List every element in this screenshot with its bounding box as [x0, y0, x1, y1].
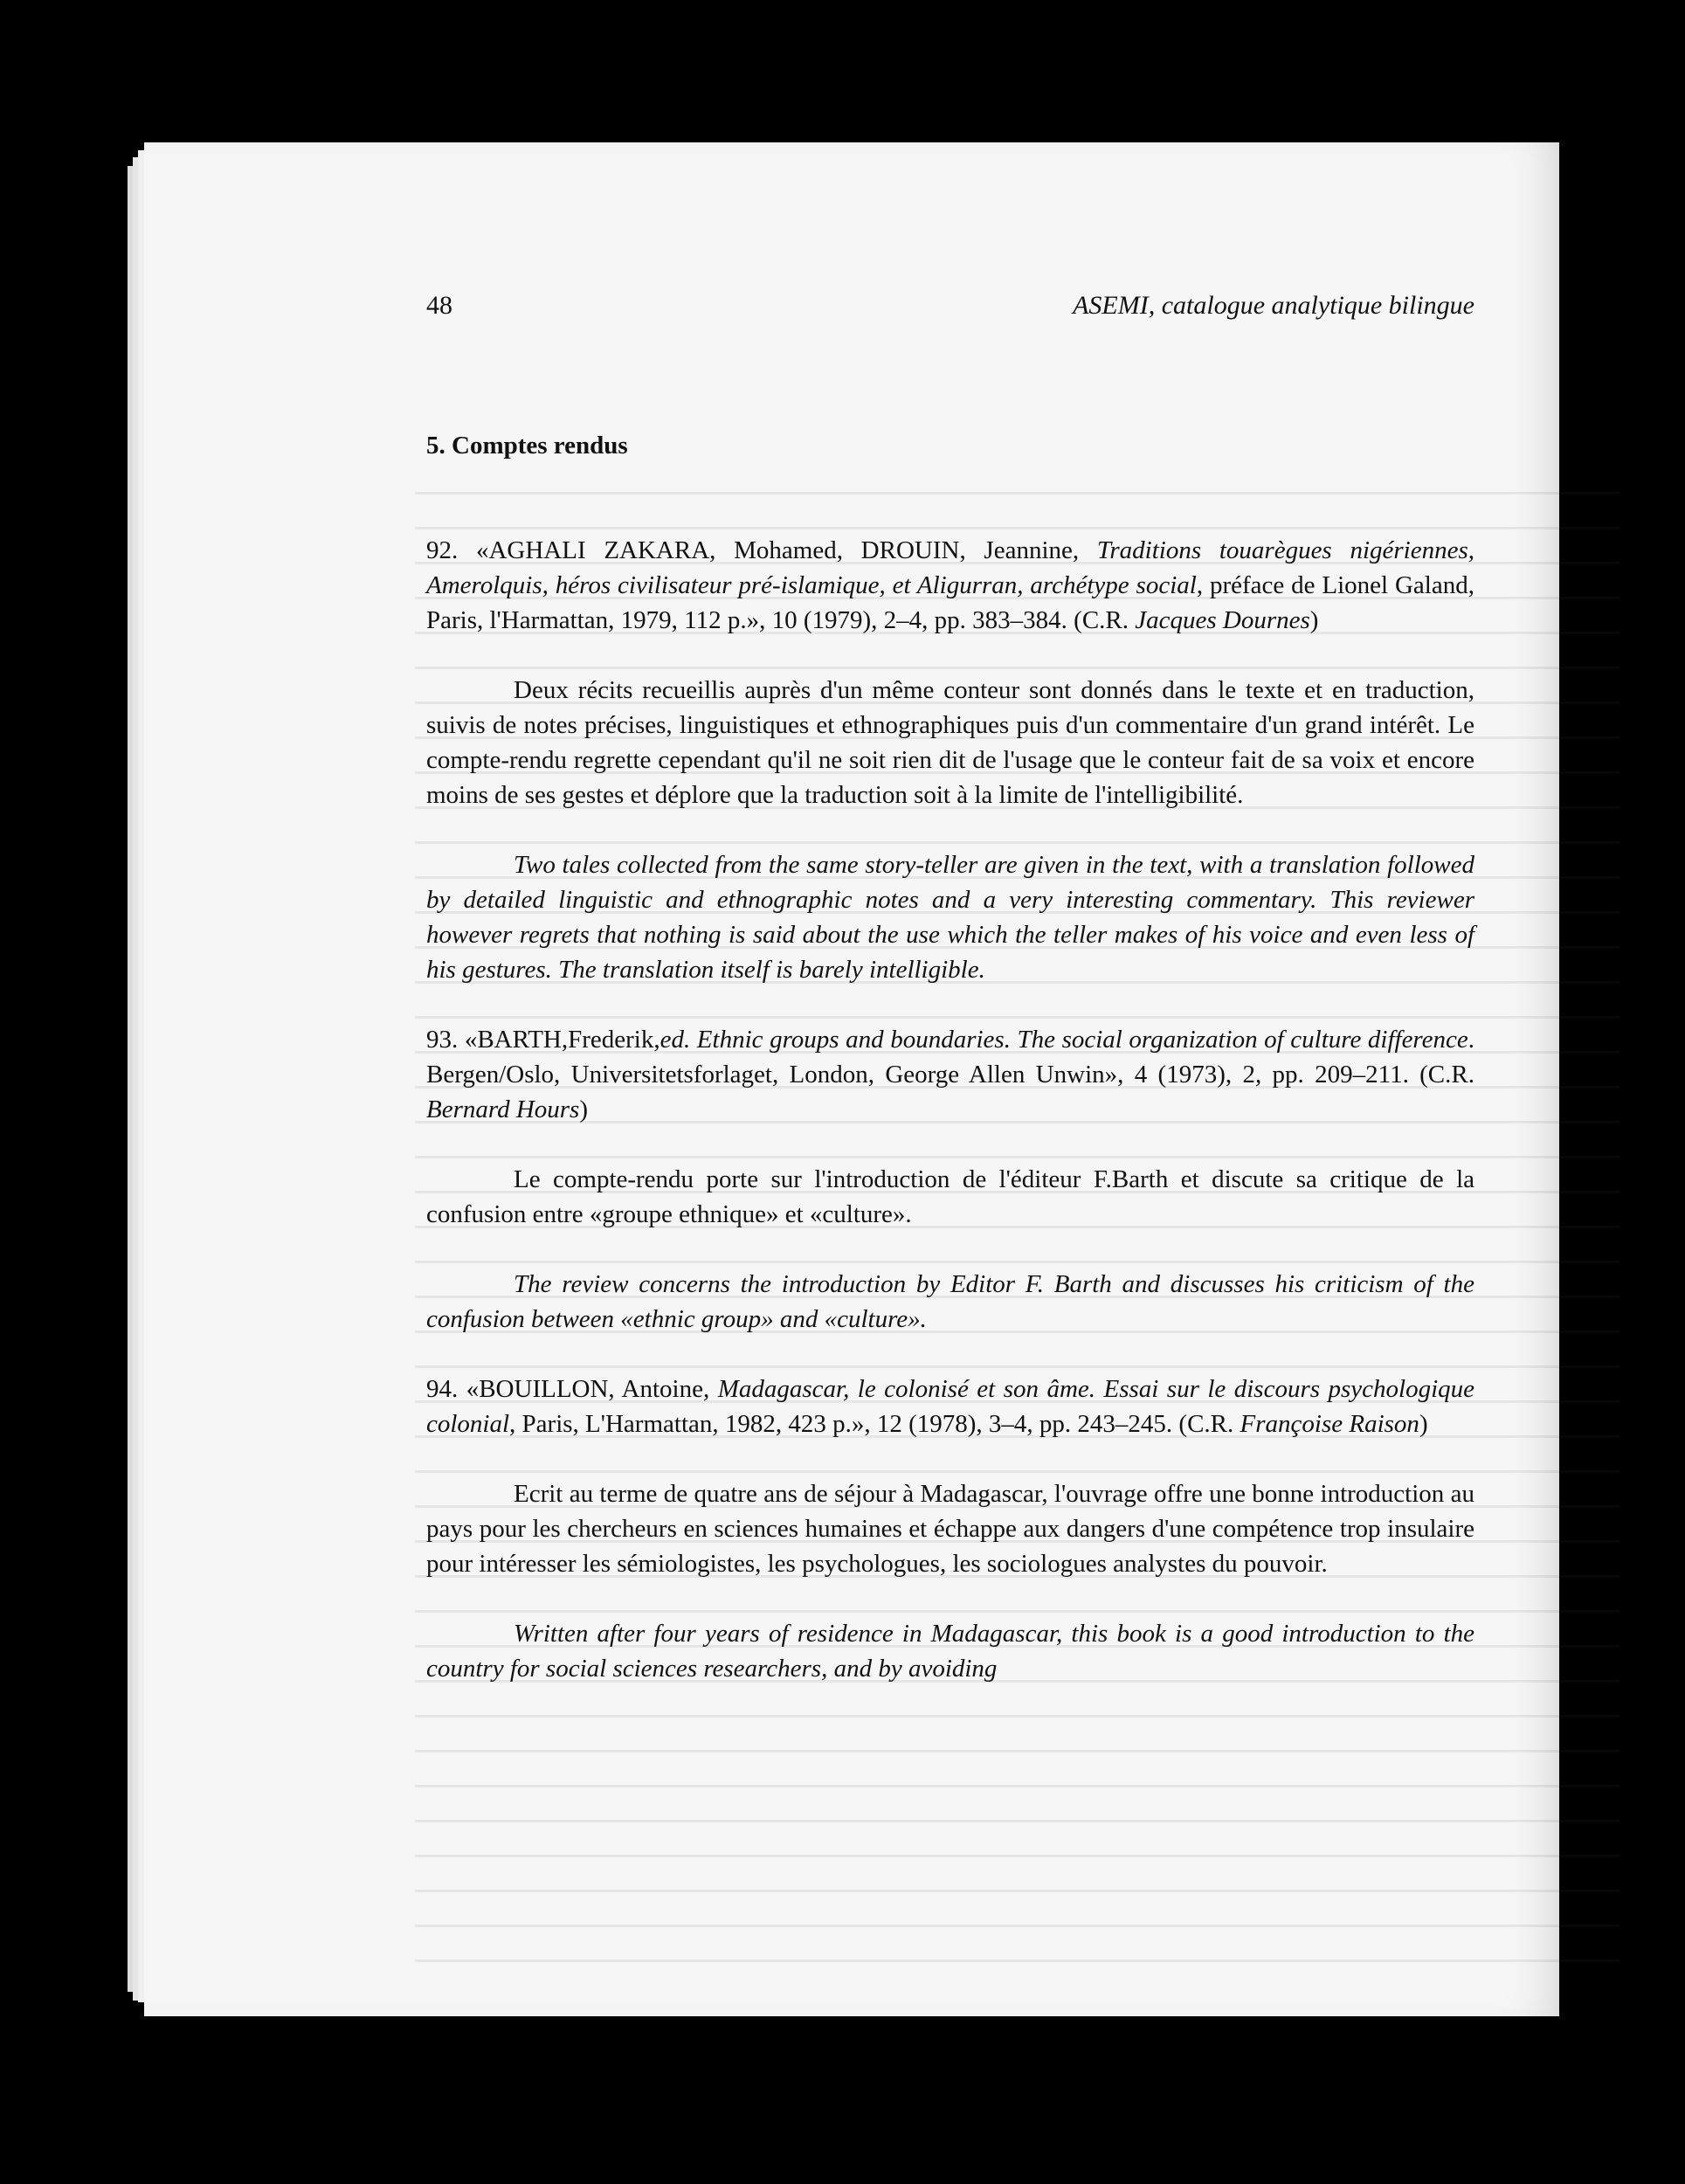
entry-citation: 94. «BOUILLON, Antoine, Madagascar, le colonisé et son âme. Essai sur le discours psychologique colonial, Paris, L'Harmattan, 1982, 423 p.», 12 (1978), 3–4, pp. 243–245. (C.R. Françoise Raison) — [426, 1375, 1474, 1438]
entry-title: Traditions touarègues nigériennes, Amerolquis, héros civilisateur pré-islamique, et Aligurran, archétype social — [426, 536, 1474, 599]
entry-details: , Paris, L'Harmattan, 1982, 423 p.», 12 (1978), 3–4, pp. 243–245. (C.R. — [509, 1410, 1240, 1438]
page-text — [426, 288, 1474, 1721]
bibliography-entry — [426, 1022, 1474, 1337]
page-number: 48 — [426, 291, 452, 320]
running-title: ASEMI, catalogue analytique bilingue — [1073, 291, 1474, 320]
bibliography-entry — [426, 1372, 1474, 1686]
summary-french: Le compte-rendu porte sur l'introduction de l'éditeur F.Barth et discute sa critique de la confusion entre «groupe ethnique» et «culture». — [426, 1165, 1474, 1228]
entry-authors: «AGHALI ZAKARA, Mohamed, DROUIN, Jeannine, — [475, 536, 1097, 564]
entry-details: . Bergen/Oslo, Universitetsforlaget, London, George Allen Unwin», 4 (1973), 2, pp. 209–211. (C.R. — [426, 1026, 1475, 1089]
section-heading: 5. Comptes rendus — [426, 432, 628, 460]
entry-number: 94. — [426, 1375, 459, 1403]
summary-english: Written after four years of residence in Madagascar, this book is a good introduction to the country for social sciences researchers, and by avoiding — [426, 1620, 1474, 1683]
entry-details: , préface de Lionel Galand, Paris, l'Harmattan, 1979, 112 p.», 10 (1979), 2–4, pp. 383–384. (C.R. — [426, 571, 1474, 634]
entry-authors: «BARTH,Frederik, — [464, 1026, 660, 1054]
entry-number: 92. — [426, 536, 459, 564]
entry-citation: 92. «AGHALI ZAKARA, Mohamed, DROUIN, Jeannine, Traditions touarègues nigériennes, Amerolquis, héros civilisateur pré-islamique, et Aligurran, archétype social, préface de Lionel Galand, Paris, l'Harmattan, 1979, 112 p.», 10 (1979), 2–4, pp. 383–384. (C.R. Jacques Dournes) — [426, 536, 1474, 634]
entry-reviewer: Jacques Dournes — [1135, 606, 1310, 634]
entry-title: ed. Ethnic groups and boundaries. The social organization of culture difference — [659, 1026, 1468, 1054]
summary-french: Ecrit au terme de quatre ans de séjour à Madagascar, l'ouvrage offre une bonne introduction au pays pour les chercheurs en sciences humaines et échappe aux dangers d'une compétence trop insulaire pour intéresser les sémiologistes, les psychologues, les sociologues analystes du pouvoir. — [426, 1480, 1474, 1578]
entry-number: 93. — [426, 1026, 459, 1054]
summary-english: Two tales collected from the same story-teller are given in the text, with a translation followed by detailed linguistic and ethnographic notes and a very interesting commentary. This reviewer however regrets that nothing is said about the use which the teller makes of his voice and even less of his gestures. The translation itself is barely intelligible. — [426, 851, 1474, 984]
entry-reviewer: Bernard Hours — [426, 1095, 580, 1123]
summary-french: Deux récits recueillis auprès d'un même conteur sont donnés dans le texte et en traduction, suivis de notes précises, linguistiques et ethnographiques puis d'un commentaire d'un grand intérêt. Le compte-rendu regrette cependant qu'il ne soit rien dit de l'usage que le conteur fait de sa voix et encore moins de ses gestes et déplore que la traduction soit à la limite de l'intelligibilité. — [426, 676, 1474, 809]
entry-authors: «BOUILLON, Antoine, — [466, 1375, 718, 1403]
running-head — [426, 288, 1474, 323]
summary-english: The review concerns the introduction by Editor F. Barth and discusses his criticism of the confusion between «ethnic group» and «culture». — [426, 1270, 1474, 1333]
bibliography-entry — [426, 533, 1474, 987]
entry-title: Madagascar, le colonisé et son âme. Essai sur le discours psychologique colonial — [426, 1375, 1474, 1438]
entry-reviewer: Françoise Raison — [1240, 1410, 1419, 1438]
entry-citation: 93. «BARTH,Frederik,ed. Ethnic groups and boundaries. The social organization of culture difference. Bergen/Oslo, Universitetsforlaget, London, George Allen Unwin», 4 (1973), 2, pp. 209–211. (C.R. Bernard Hours) — [426, 1026, 1475, 1123]
